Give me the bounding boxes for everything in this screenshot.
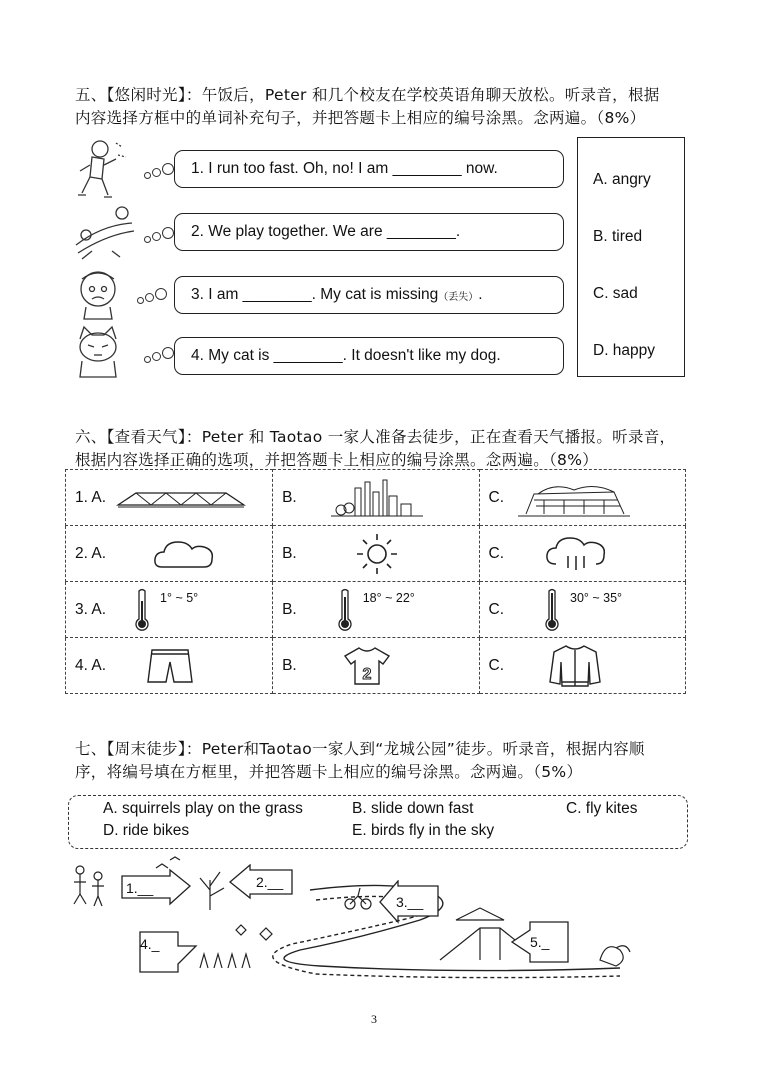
thought-dot: [152, 168, 161, 177]
section7-heading-line2: 序，将编号填在方框里，并把答题卡上相应的编号涂黑。念两遍。（5%）: [75, 763, 583, 781]
stadium-icon: [116, 485, 246, 511]
section7-heading-line1: 七、【周末徒步】：Peter和Taotao一家人到“龙城公园”徒步。听录音，根据内容顺: [75, 740, 645, 758]
sentence-1: [174, 150, 564, 188]
option-d: D. happy: [593, 342, 656, 359]
option-c: C. sad: [593, 285, 638, 302]
cell-label: C.: [488, 488, 504, 506]
hiking-family-icon: [74, 866, 104, 906]
thought-dot: [152, 232, 161, 241]
cell-label: B.: [282, 600, 297, 618]
thought-dot: [144, 172, 151, 179]
activity-option-a: A. squirrels play on the grass: [103, 800, 303, 817]
table-row: [66, 526, 686, 582]
sad-girl-icon: [81, 272, 115, 319]
cell-label: 3. A.: [75, 600, 107, 618]
section6-heading-line1: 六、【查看天气】：Peter 和 Taotao 一家人准备去徒步，正在查看天气播报。听录音，: [75, 428, 676, 446]
cyclist-icon: [345, 888, 371, 909]
activity-option-c: C. fly kites: [566, 800, 638, 817]
temp-range-a: 1° ~ 5°: [160, 590, 199, 605]
cell-label: B.: [282, 544, 297, 562]
sentence-3: [174, 276, 564, 314]
table-row: [66, 638, 686, 694]
weather-choice-table: [65, 469, 686, 694]
cell-2c: [479, 526, 686, 582]
tshirt-number: 2: [362, 665, 372, 683]
thought-dot: [162, 227, 174, 239]
cell-4b: [273, 638, 479, 694]
thought-dot: [155, 288, 167, 300]
temp-range-c: 30° ~ 35°: [570, 590, 623, 605]
section5-heading-line2: 内容选择方框中的单词补充句子，并把答题卡上相应的编号涂黑。念两遍。（8%）: [75, 109, 646, 127]
cell-3a: [66, 582, 273, 638]
kite-flyers-icon: [200, 925, 272, 968]
temp-range-b: 18° ~ 22°: [362, 590, 415, 605]
cell-label: B.: [282, 656, 297, 674]
answer-arrow-3-label: 3.__: [396, 894, 424, 910]
tshirt-icon: [343, 646, 391, 686]
thought-dot: [152, 352, 161, 361]
city-skyline-icon: [327, 478, 427, 518]
answer-arrow-4-label: 4._: [140, 936, 160, 952]
cell-2a: [66, 526, 273, 582]
sentence-1-text: 1. I run too fast. Oh, no! I am ________ now.: [191, 160, 498, 177]
sentence-3-note: （丢失）: [438, 291, 479, 303]
thought-dot: [162, 347, 174, 359]
cell-label: 1. A.: [75, 488, 107, 506]
cell-label: C.: [488, 656, 504, 674]
cell-label: 2. A.: [75, 544, 107, 562]
sentence-3-end: .: [478, 286, 483, 303]
thought-dot: [137, 297, 144, 304]
activity-option-e: E. birds fly in the sky: [352, 822, 495, 839]
cell-4a: [66, 638, 273, 694]
opera-house-icon: [514, 478, 634, 518]
table-row: [66, 582, 686, 638]
cell-label: C.: [488, 544, 504, 562]
sun-icon: [355, 532, 399, 576]
thermometer-icon: [134, 587, 150, 633]
cell-3b: [273, 582, 479, 638]
section6-heading: [75, 426, 695, 472]
cell-1a: [66, 470, 273, 526]
cell-label: C.: [488, 600, 504, 618]
activity-option-b: B. slide down fast: [352, 800, 474, 817]
thermometer-icon: [337, 587, 353, 633]
sentence-3-text: 3. I am ________. My cat is missing: [191, 286, 439, 303]
cloud-icon: [152, 537, 216, 571]
activity-option-d: D. ride bikes: [103, 822, 190, 839]
thought-dot: [145, 293, 154, 302]
running-boy-icon: [78, 141, 126, 197]
section6-heading-line2: 根据内容选择正确的选项，并把答题卡上相应的编号涂黑。念两遍。（8%）: [75, 451, 599, 469]
section5-heading: [75, 84, 695, 130]
cell-1b: [273, 470, 479, 526]
cell-1c: [479, 470, 686, 526]
cell-label: 4. A.: [75, 656, 107, 674]
thermometer-icon: [544, 587, 560, 633]
playing-kids-icon: [76, 207, 134, 259]
jacket-icon: [548, 644, 602, 688]
section5-heading-line1: 五、【悠闲时光】：午饭后，Peter 和几个校友在学校英语角聊天放松。听录音，根据: [75, 86, 660, 104]
thought-dot: [144, 236, 151, 243]
option-a: A. angry: [593, 171, 651, 188]
thought-dot: [144, 356, 151, 363]
cell-2b: [273, 526, 479, 582]
angry-cat-icon: [80, 327, 116, 377]
answer-arrow-5-label: 5._: [530, 934, 550, 950]
cell-3c: [479, 582, 686, 638]
squirrel-icon: [600, 946, 630, 966]
answer-arrow-1-label: 1.__: [126, 880, 154, 896]
table-row: [66, 470, 686, 526]
page-number: 3: [371, 1012, 377, 1026]
cell-label: B.: [282, 488, 297, 506]
option-b: B. tired: [593, 228, 643, 245]
thought-dot: [162, 163, 174, 175]
section5-cartoons: [72, 135, 142, 385]
sentence-2-text: 2. We play together. We are ________.: [191, 223, 461, 240]
cell-4c: [479, 638, 686, 694]
answer-arrow-2-label: 2.__: [256, 874, 284, 890]
sentence-4: [174, 337, 564, 375]
rain-cloud-icon: [544, 534, 608, 574]
sentence-2: [174, 213, 564, 251]
shorts-icon: [146, 646, 194, 686]
section7-heading: [75, 738, 695, 784]
sentence-4-text: 4. My cat is ________. It doesn't like my dog.: [191, 347, 501, 364]
